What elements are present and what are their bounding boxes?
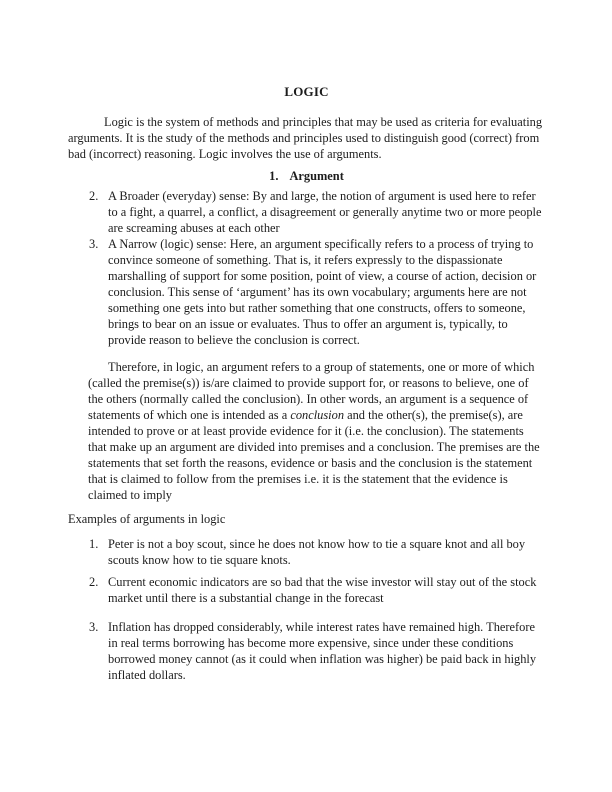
list-item-number: 2.: [89, 189, 99, 203]
list-item: [68, 574, 545, 606]
page-title: LOGIC: [284, 84, 329, 99]
list-item: [68, 188, 545, 236]
list-item: [68, 236, 545, 348]
definition-text-part2: and the other(s), the premise(s), are intended to prove or at least provide evidence for it (i.e. the conclusion). The statements that make up an argument are divided into premises and a conclusion. The premises are the statements that set forth the reasons, evidence or basis and the conclusion is the statement that is claimed to follow from the premises i.e. it is the statement that the evidence is claimed to imply: [88, 408, 540, 502]
list-item: [68, 619, 545, 683]
section-label: Argument: [289, 169, 344, 183]
page-content: [68, 84, 545, 683]
list-item-text: A Broader (everyday) sense: By and large, the notion of argument is used here to refer to a fight, a quarrel, a conflict, a disagreement or generally anytime two or more people are screaming abuses at each other: [108, 189, 542, 235]
list-item-text: Inflation has dropped considerably, while interest rates have remained high. Therefore in real terms borrowing has become more expensive, since under these conditions borrowed money cannot (as it could when inflation was higher) be paid back in highly inflated dollars.: [108, 620, 537, 682]
list-item: [68, 536, 545, 568]
section-heading-argument: [68, 168, 545, 184]
sense-list: [68, 188, 545, 348]
list-item-number: 3.: [89, 620, 99, 634]
list-item-number: 2.: [89, 575, 99, 589]
intro-paragraph: Logic is the system of methods and principles that may be used as criteria for evaluating arguments. It is the study of the methods and principles used to distinguish good (correct) from bad (incorrect) reasoning. Logic involves the use of arguments.: [68, 115, 543, 161]
section-number: 1.: [269, 169, 279, 183]
italic-term-conclusion: conclusion: [290, 408, 345, 422]
list-item-text: Peter is not a boy scout, since he does not know how to tie a square knot and all boy scouts know how to tie square knots.: [108, 537, 526, 567]
examples-label: Examples of arguments in logic: [68, 512, 226, 526]
examples-list: [68, 536, 545, 683]
list-item-text: Current economic indicators are so bad that the wise investor will stay out of the stock market until there is a substantial change in the forecast: [108, 575, 537, 605]
list-item-number: 3.: [89, 237, 99, 251]
list-item-text: A Narrow (logic) sense: Here, an argument specifically refers to a process of trying to convince someone of something. That is, it refers expressly to the dispassionate marshalling of support for some position, point of view, a course of action, decision or conclusion. This sense of ‘argument’ has its own vocabulary; arguments here are not something one gets into but rather something that one constructs, offers to someone, brings to bear on an issue or evaluates. Thus to offer an argument is, typically, to provide reason to believe the conclusion is correct.: [108, 237, 537, 347]
definition-paragraph: [88, 359, 545, 503]
list-item-number: 1.: [89, 537, 99, 551]
definition-text-part1: Therefore, in logic, an argument refers to a group of statements, one or more of which (called the premise(s)) is/are claimed to provide support for, or reasons to believe, one of the others (normally called the conclusion). In other words, an argument is a sequence of statements of which one is intended as a: [88, 360, 535, 422]
